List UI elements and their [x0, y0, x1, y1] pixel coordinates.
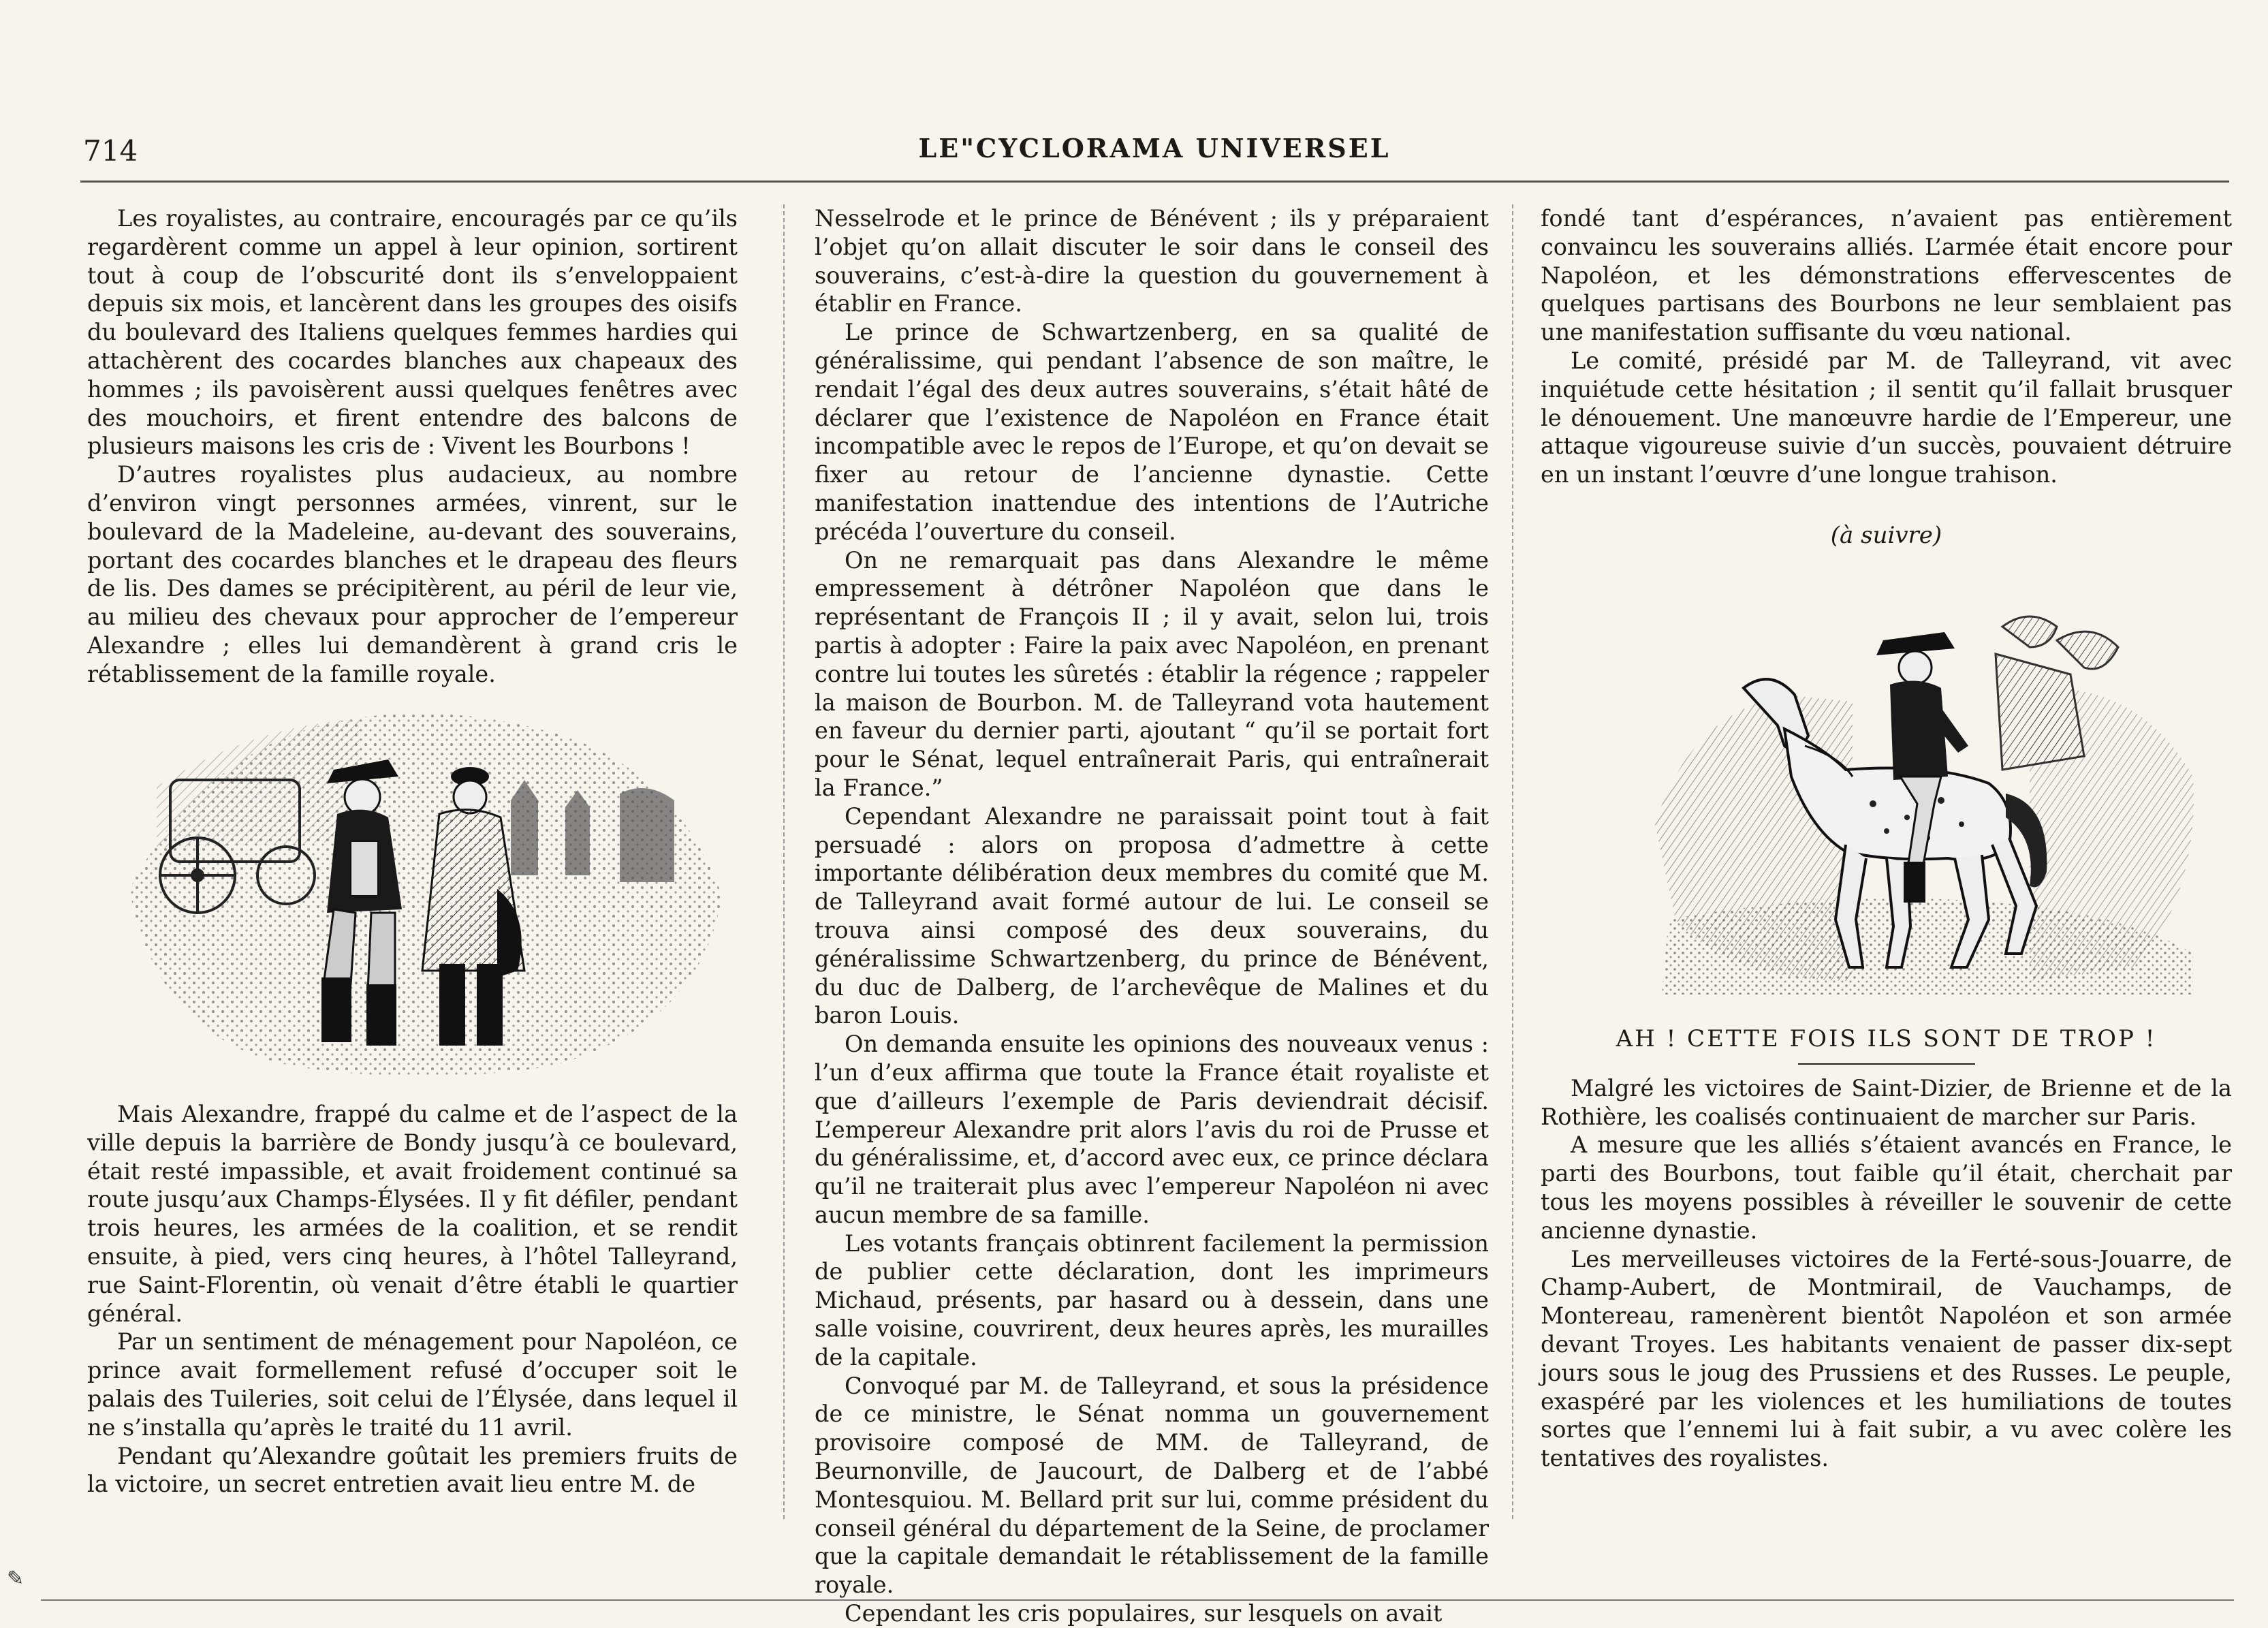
continuation-note: (à suivre) — [1830, 521, 1942, 549]
paragraph: Les votants français obtinrent facilement la permission de publier cette déclaration, dont les imprimeurs Michaud, présents, par hasard ou à dessein, dans une salle voisine, couvrirent, deux heures après, les murailles de la capitale. — [815, 1230, 1489, 1371]
paragraph: Pendant qu’Alexandre goûtait les premiers fruits de la victoire, un secret entretien avait lieu entre M. de — [87, 1442, 738, 1498]
paragraph: Convoqué par M. de Talleyrand, et sous la présidence de ce ministre, le Sénat nomma un gouvernement provisoire composé de MM. de Talleyrand, de Beurnonville, de Jaucourt, de Dalberg et de l’abbé Montesquiou. M. Bellard prit sur lui, comme président du conseil général du département de la Seine, de proclamer que la capitale demandait le rétablissement de la famille royale. — [815, 1372, 1489, 1599]
section-title: AH ! CETTE FOIS ILS SONT DE TROP ! — [1616, 1025, 2157, 1052]
paragraph: Par un sentiment de ménagement pour Napoléon, ce prince avait formellement refusé d’occuper soit le palais des Tuileries, soit celui de l’Élysée, dans lequel il ne s’installa qu’après le traité du 11 avril. — [87, 1328, 738, 1441]
printer-mark-icon: ✎ — [7, 1567, 25, 1591]
page-number: 714 — [83, 134, 138, 168]
paragraph: Cependant les cris populaires, sur lesquels on avait — [845, 1600, 1443, 1627]
paragraph: A mesure que les alliés s’étaient avancés en France, le parti des Bourbons, tout faible qu’il était, cherchait par tous les moyens possibles à réveiller le souvenir de cette ancienne dynastie. — [1541, 1131, 2232, 1244]
paragraph: On ne remarquait pas dans Alexandre le même empressement à détrôner Napoléon que dans le représentant de François II ; il y avait, selon lui, trois partis à adopter : Faire la paix avec Napoléon, en prenant contre lui toutes les sûretés : établir la régence ; rappeler la maison de Bourbon. M. de Talleyrand vota hautement en faveur du dernier parti, ajoutant “ qu’il se portait fort pour le Sénat, lequel entraînerait Paris, qui entraînerait la France.” — [815, 546, 1489, 801]
paragraph: Mais Alexandre, frappé du calme et de l’aspect de la ville depuis la barrière de Bondy jusqu’à ce boulevard, était resté impassible, et avait froidement continué sa route jusqu’aux Champs-Élysées. Il y fit défiler, pendant trois heures, les armées de la coalition, et se rendit ensuite, à pied, vers cinq heures, à l’hôtel Talleyrand, rue Saint-Florentin, où venait d’être établi le quartier général. — [87, 1101, 738, 1327]
paragraph: D’autres royalistes plus audacieux, au nombre d’environ vingt personnes armées, vinrent, sur le boulevard de la Madeleine, au-devant des souverains, portant des cocardes blanches et le drapeau des fleurs de lis. Des dames se précipitèrent, au péril de leur vie, au milieu des chevaux pour approcher de l’empereur Alexandre ; elles lui demandèrent à grand cris le rétablissement de la famille royale. — [87, 461, 738, 687]
paragraph: Le comité, présidé par M. de Talleyrand, vit avec inquiétude cette hésitation ; il sentit qu’il fallait brusquer le dénouement. Une manœuvre hardie de l’Empereur, une attaque vigoureuse suivie d’un succès, pouvaient détruire en un instant l’œuvre d’une longue trahison. — [1541, 347, 2232, 488]
paragraph: Les merveilleuses victoires de la Ferté-sous-Jouarre, de Champ-Aubert, de Montmirail, de Vauchamps, de Montereau, ramenèrent bientôt Napoléon et son armée devant Troyes. Les habitants venaient de passer dix-sept jours sous le joug des Prussiens et des Russes. Le peuple, exaspéré par les violences et les humiliations de toutes sortes que l’ennemi lui à fait subir, a vu avec colère les tentatives des royalistes. — [1541, 1245, 2232, 1472]
bottom-rule — [41, 1599, 2234, 1601]
paragraph: Malgré les victoires de Saint-Dizier, de Brienne et de la Rothière, les coalisés continuaient de marcher sur Paris. — [1541, 1074, 2232, 1130]
column-3-lower — [1541, 1025, 2232, 1473]
paragraph: Le prince de Schwartzenberg, en sa qualité de généralissime, qui pendant l’absence de son maître, le rendait l’égal des deux autres souverains, s’était hâté de déclarer que l’existence de Napoléon en France était incompatible avec le repos de l’Europe, et qu’on devait se fixer au retour de l’ancienne dynastie. Cette manifestation inattendue des intentions de l’Autriche précéda l’ouverture du conseil. — [815, 319, 1489, 545]
column-divider-2 — [1512, 204, 1513, 1519]
column-divider-1 — [783, 204, 785, 1519]
paragraph: On demanda ensuite les opinions des nouveaux venus : l’un d’eux affirma que toute la France était royaliste et que d’ailleurs l’exemple de Paris deviendrait décisif. L’empereur Alexandre prit alors l’avis du roi de Prusse et du généralissime, et, d’accord avec eux, ce prince déclara qu’il ne traiterait plus avec l’empereur Napoléon ni avec aucun membre de sa famille. — [815, 1031, 1489, 1228]
paragraph: Les royalistes, au contraire, encouragés par ce qu’ils regardèrent comme un appel à leur opinion, sortirent tout à coup de l’obscurité dont ils s’enveloppaient depuis six mois, et lancèrent dans les groupes des oisifs du boulevard des Italiens quelques femmes hardies qui attachèrent des cocardes blanches aux chapeaux des hommes ; ils pavoisèrent aussi quelques fenêtres avec des mouchoirs, et firent entendre des balcons de plusieurs maisons les cris de : Vivent les Bourbons ! — [87, 205, 738, 460]
engraving-napoleon-on-horse — [1648, 599, 2207, 995]
column-1 — [87, 204, 738, 689]
column-2 — [815, 204, 1489, 1628]
paragraph: fondé tant d’espérances, n’avaient pas entièrement convaincu les souverains alliés. L’armée était encore pour Napoléon, et les démonstrations effervescentes de quelques partisans des Bourbons ne leur semblaient pas une manifestation suffisante du vœu national. — [1541, 205, 2232, 346]
running-title: LE"CYCLORAMA UNIVERSEL — [918, 133, 1391, 163]
column-3 — [1541, 204, 2232, 550]
title-separator — [1798, 1063, 1975, 1065]
column-1-lower — [87, 1100, 738, 1499]
engraving-napoleon-walking — [116, 685, 732, 1083]
header-rule — [80, 181, 2229, 183]
paragraph: Cependant Alexandre ne paraissait point tout à fait persuadé : alors on proposa d’admettre à cette importante délibération deux membres du comité que M. de Talleyrand avait formé autour de lui. Le conseil se trouva ainsi composé des deux souverains, du généralissime Schwartzenberg, du prince de Bénévent, du duc de Dalberg, de l’archevêque de Malines et du baron Louis. — [815, 802, 1489, 1029]
paragraph: Nesselrode et le prince de Bénévent ; ils y préparaient l’objet qu’on allait discuter le soir dans le conseil des souverains, c’est-à-dire la question du gouvernement à établir en France. — [815, 205, 1489, 317]
